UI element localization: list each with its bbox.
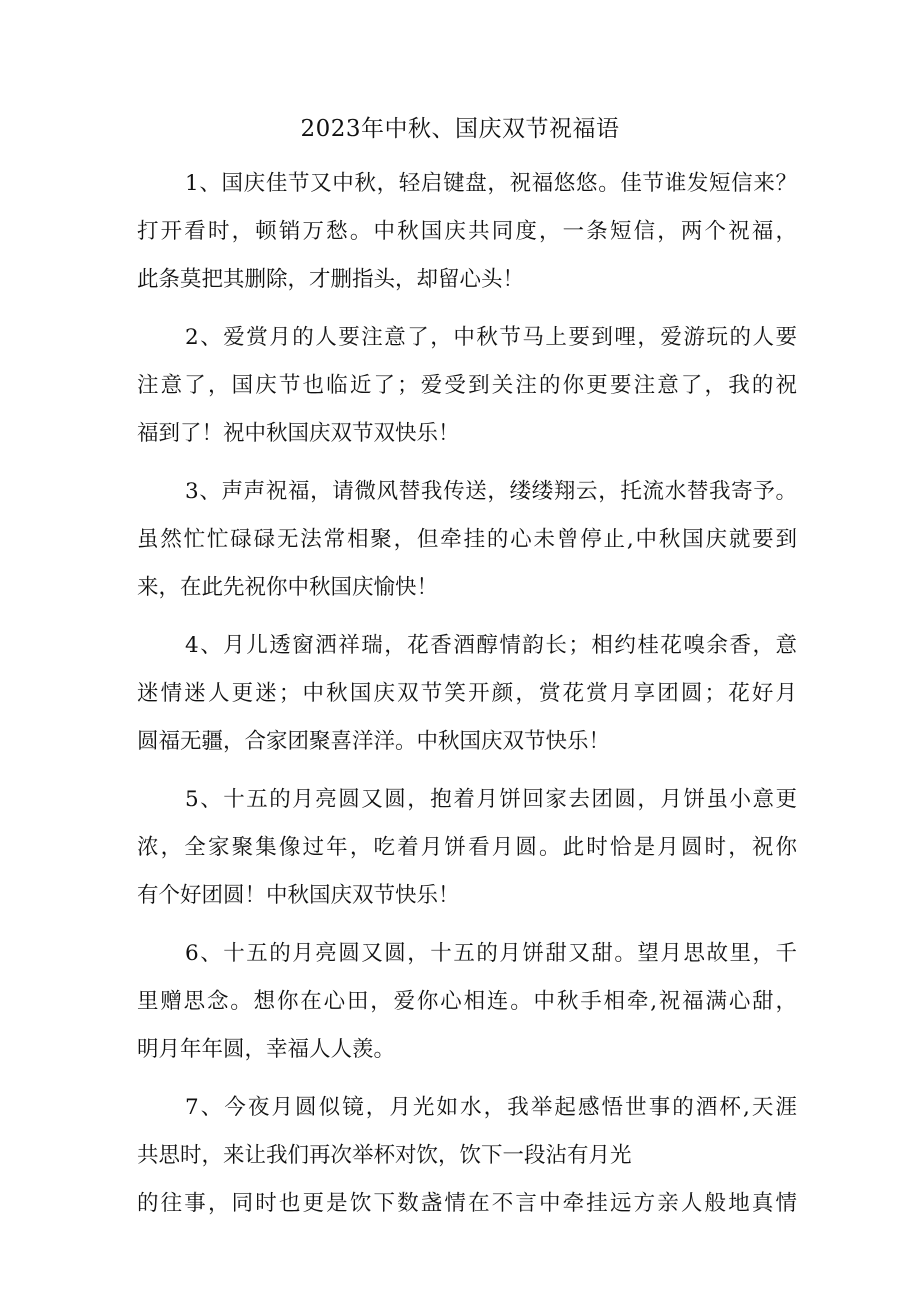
paragraph-line: 明月年年圆，幸福人人羡。 [137, 1037, 396, 1062]
paragraph-6 [137, 930, 797, 1074]
document-body [137, 160, 797, 1238]
paragraph-line: 圆福无疆，合家团聚喜洋洋。中秋国庆双节快乐！ [137, 729, 611, 754]
paragraph-1 [137, 160, 797, 304]
paragraph-4 [137, 622, 797, 766]
paragraph-line: 7、今夜月圆似镜，月光如水，我举起感悟世事的酒杯,天涯 [185, 1095, 797, 1120]
paragraph-line: 2、爱赏月的人要注意了，中秋节马上要到哩，爱游玩的人要 [185, 325, 797, 350]
paragraph-line: 1、国庆佳节又中秋，轻启键盘，祝福悠悠。佳节谁发短信来？ [185, 171, 797, 196]
paragraph-line: 浓，全家聚集像过年，吃着月饼看月圆。此时恰是月圆时，祝你 [137, 835, 797, 860]
paragraph-2 [137, 314, 797, 458]
paragraph-line: 福到了！祝中秋国庆双节双快乐！ [137, 421, 460, 446]
paragraph-line: 共思时，来让我们再次举杯对饮，饮下一段沾有月光 [137, 1143, 632, 1168]
paragraph-line: 有个好团圆！中秋国庆双节快乐！ [137, 883, 460, 908]
paragraph-line: 3、声声祝福，请微风替我传送，缕缕翔云，托流水替我寄予。 [185, 479, 797, 504]
paragraph-line: 6、十五的月亮圆又圆，十五的月饼甜又甜。望月思故里，千 [185, 941, 797, 966]
document-title: 2023年中秋、国庆双节祝福语 [300, 116, 620, 142]
paragraph-line: 5、十五的月亮圆又圆，抱着月饼回家去团圆，月饼虽小意更 [185, 787, 797, 812]
paragraph-line: 4、月儿透窗洒祥瑞，花香酒醇情韵长；相约桂花嗅余香，意 [185, 633, 797, 658]
paragraph-line: 迷情迷人更迷；中秋国庆双节笑开颜，赏花赏月享团圆；花好月 [137, 681, 797, 706]
paragraph-line: 来，在此先祝你中秋国庆愉快！ [137, 575, 439, 600]
paragraph-line: 虽然忙忙碌碌无法常相聚，但牵挂的心未曾停止,中秋国庆就要到 [137, 527, 797, 552]
paragraph-line: 注意了，国庆节也临近了；爱受到关注的你更要注意了，我的祝 [137, 373, 797, 398]
paragraph-line: 里赠思念。想你在心田，爱你心相连。中秋手相牵,祝福满心甜， [137, 989, 797, 1014]
paragraph-3 [137, 468, 797, 612]
paragraph-7 [137, 1084, 797, 1228]
paragraph-line: 打开看时，顿销万愁。中秋国庆共同度，一条短信，两个祝福， [137, 219, 797, 244]
paragraph-line: 此条莫把其删除，才删指头，却留心头！ [137, 267, 525, 292]
paragraph-line: 的往事，同时也更是饮下数盏情在不言中牵挂远方亲人般地真情 [137, 1191, 797, 1216]
paragraph-5 [137, 776, 797, 920]
